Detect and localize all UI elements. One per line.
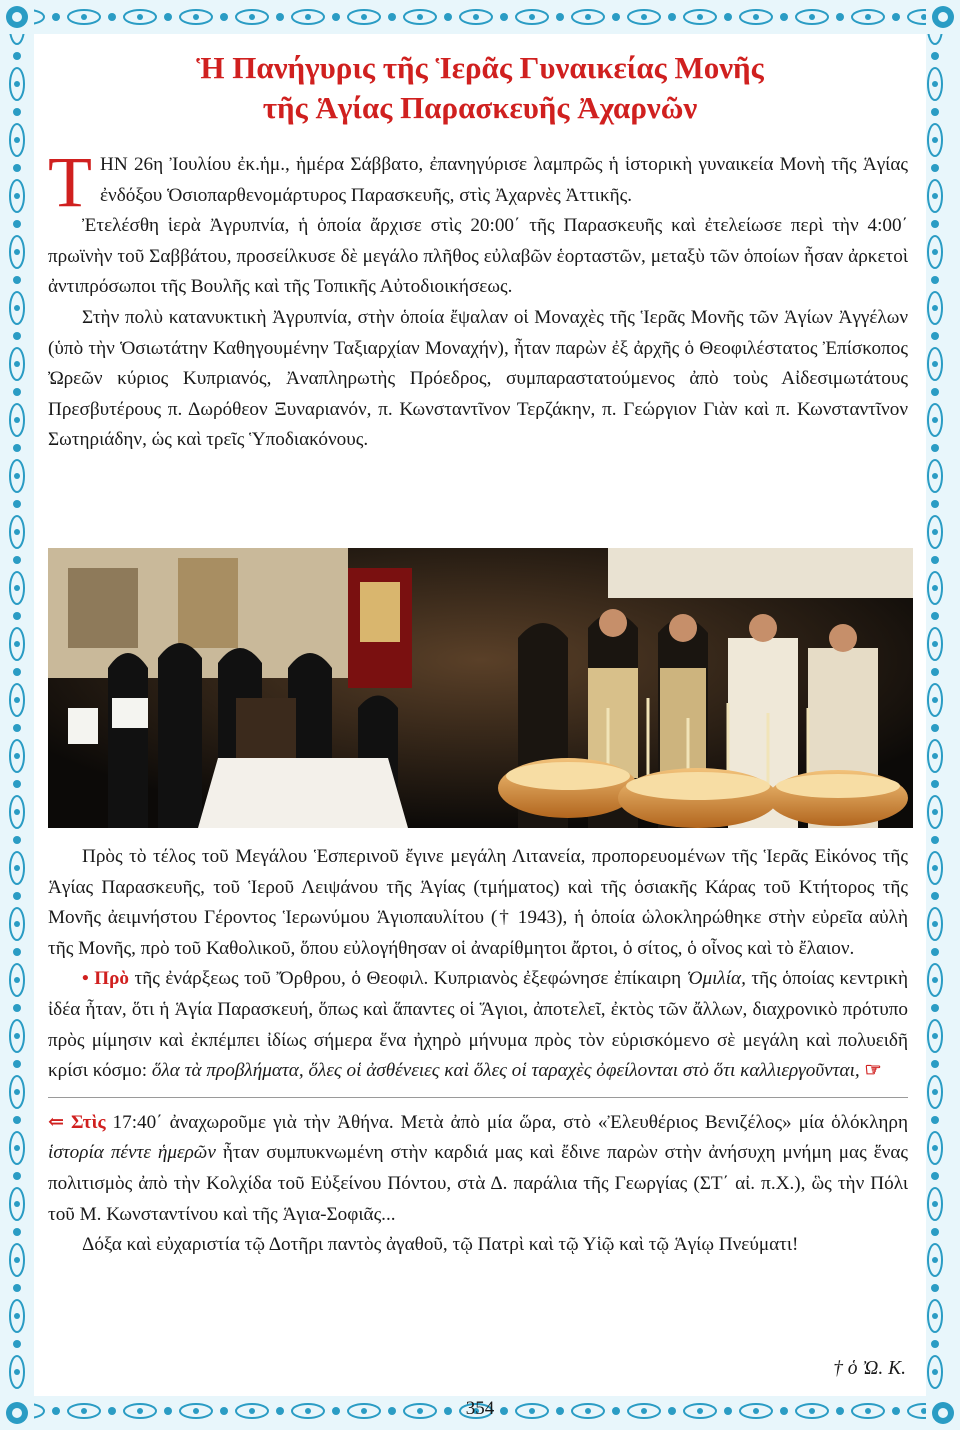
paragraph-5-italic-1: Ὁμιλία, — [686, 968, 746, 990]
paragraph-6-text-2: ἦταν συμπυκνωμένη στὴν καρδιά μας καὶ ἔδινε παρὼν στὴν ἀνήσυχη μνήμη μας ἕνας πολιτισμὸς ἀπὸ τὴν Κολχίδα τοῦ Εὐξείνου Πόντου, στὰ Δ. παράλια τῆς Γεωργίας (ΣΤ΄ αἰ. π.Χ.), ὣς τὴν Πόλι τοῦ Μ. Κωνσταντίνου καὶ τῆς Ἁγια-Σοφιᾶς... — [48, 1142, 909, 1225]
pointing-hand-icon: ☞ — [864, 1060, 882, 1082]
article-body-bottom — [48, 842, 908, 1261]
paragraph-3: Στὴν πολὺ κατανυκτικὴ Ἀγρυπνία, στὴν ὁποία ἔψαλαν οἱ Μοναχὲς τῆς Ἱερᾶς Μονῆς τῶν Ἁγίων Ἀγγέλων (ὑπὸ τὴν Ὁσιωτάτην Καθηγουμένην Ταξιαρχίαν Μοναχήν), ἦταν παρὼν ἐξ ἀρχῆς ὁ Θεοφιλέστατος Ἐπίσκοπος Ὠρεῶν κύριος Κυπριανός, Ἀναπληρωτὴς Πρόεδρος, συμπαραστατούμενος ἀπὸ τοὺς Αἰδεσιμωτάτους Πρεσβυτέρους π. Δωρόθεον Ξυναριανόν, π. Κωνσταντῖνον Τερζάκην, π. Γεώργιον Γιὰν καὶ π. Κωνσταντῖνον Σωτηριάδην, ὡς καὶ τρεῖς Ὑποδιακόνους. — [48, 306, 908, 451]
paragraph-7: Δόξα καὶ εὐχαριστία τῷ Δοτῆρι παντὸς ἀγαθοῦ, τῷ Πατρὶ καὶ τῷ Υἱῷ καὶ τῷ Ἁγίῳ Πνεύματι! — [82, 1234, 799, 1256]
lead-word: ΗΝ — [99, 154, 128, 175]
paragraph-6 — [48, 1097, 908, 1230]
paragraph-5-text-2: τῆς ὁποίας κεντρικὴ ἰδέα ἦταν, ὅτι ἡ Ἁγία Παρασκευή, ὅπως καὶ ἅπαντες οἱ Ἅγιοι, ἀποτελεῖ, ἐκτὸς τῶν ἄλλων, διαχρονικὸ πρότυπο πρὸς μίμησιν καὶ ἐκπέμπει ἰδίως σήμερα ἕνα ἠχηρὸ μήνυμα πρὸς τὸν εὑρισκόμενο σὲ μεγάλη καὶ πολυειδῆ κρίσι κόσμο: — [48, 968, 909, 1082]
photo-illustration — [48, 548, 913, 828]
paragraph-1-text: 26η Ἰουλίου ἐκ.ἡμ., ἡμέρα Σάββατο, ἐπανηγύρισε λαμπρῶς ἡ ἱστορικὴ γυναικεία Μονὴ τῆς Ἁγίας ἐνδόξου Ὁσιοπαρθενομάρτυρος Παρασκευῆς, στὶς Ἀχαρνὲς Ἀττικῆς. — [99, 154, 908, 206]
page-number: 354 — [465, 1398, 495, 1419]
left-arrow-icon: ⇐ — [48, 1111, 65, 1133]
page-title — [60, 48, 900, 128]
photo-vigil — [48, 548, 913, 828]
title-line-1: Ἡ Πανήγυρις τῆς Ἱερᾶς Γυναικείας Μονῆς — [196, 50, 764, 85]
paragraph-6-text-1: 17:40΄ ἀναχωροῦμε γιὰ τὴν Ἀθήνα. Μετὰ ἀπὸ μία ὥρα, στὸ «Ἐλευθέριος Βενιζέλος» μία ὁλόκληρη — [105, 1111, 908, 1133]
title-line-2: τῆς Ἁγίας Παρασκευῆς Ἀχαρνῶν — [262, 90, 698, 125]
paragraph-1 — [48, 142, 908, 222]
paragraph-5 — [48, 964, 908, 1086]
signature: † ὁ Ὠ. Κ. — [833, 1358, 906, 1379]
paragraph-6-italic-1: ἱστορία πέντε ἡμερῶν — [48, 1142, 216, 1164]
paragraph-6-lead: Στὶς — [71, 1111, 106, 1133]
paragraph-5-italic-2: ὅλα τὰ προβλήματα, ὅλες οἱ ἀσθένειες καὶ ὅλες οἱ ταραχὲς ὀφείλονται στὸ ὅτι καλλιεργοῦνται, — [151, 1060, 860, 1082]
paragraph-2: Ἐτελέσθη ἱερὰ Ἀγρυπνία, ἡ ὁποία ἄρχισε στὶς 20:00΄ τῆς Παρασκευῆς καὶ ἐτελείωσε περὶ τὴν 4:00΄ πρωϊνὴν τοῦ Σαββάτου, προσείλκυσε δὲ μεγάλο πλῆθος εὐλαβῶν ἑορταστῶν, μεταξὺ τῶν ὁποίων ἦσαν ἀρκετοὶ ἀντιπρόσωποι τῆς Βουλῆς καὶ τῆς Τοπικῆς Αὐτοδιοικήσεως. — [48, 215, 908, 298]
paragraph-4: Πρὸς τὸ τέλος τοῦ Μεγάλου Ἑσπερινοῦ ἔγινε μεγάλη Λιτανεία, προπορευομένων τῆς Ἱερᾶς Εἰκόνος τῆς Ἁγίας Παρασκευῆς, τοῦ Ἱεροῦ Λειψάνου τῆς Ἁγίας (τμήματος) καὶ τῆς ὁσιακῆς Κάρας τοῦ Κτήτορος τῆς Μονῆς ἀειμνήστου Γέροντος Ἱερωνύμου Ἁγιοπαυλίτου († 1943), ἡ ὁποία ὡλοκληρώθηκε στὴν εὐρεῖα αὐλὴ τῆς Μονῆς, πρὸ τοῦ Καθολικοῦ, ὅπου εὐλογήθησαν οἱ ἀναρίθμητοι ἄρτοι, ὁ σίτος, ὁ οἶνος καὶ τὸ ἔλαιον. — [48, 846, 908, 959]
paragraph-5-text-1: τῆς ἐνάρξεως τοῦ Ὄρθρου, ὁ Θεοφιλ. Κυπριανὸς ἐξεφώνησε ἐπίκαιρη — [129, 968, 687, 990]
drop-cap: Τ — [48, 142, 92, 222]
paragraph-5-lead: Πρὸ — [94, 968, 130, 990]
bullet-icon: • — [82, 968, 89, 990]
article-body-top — [48, 142, 908, 456]
